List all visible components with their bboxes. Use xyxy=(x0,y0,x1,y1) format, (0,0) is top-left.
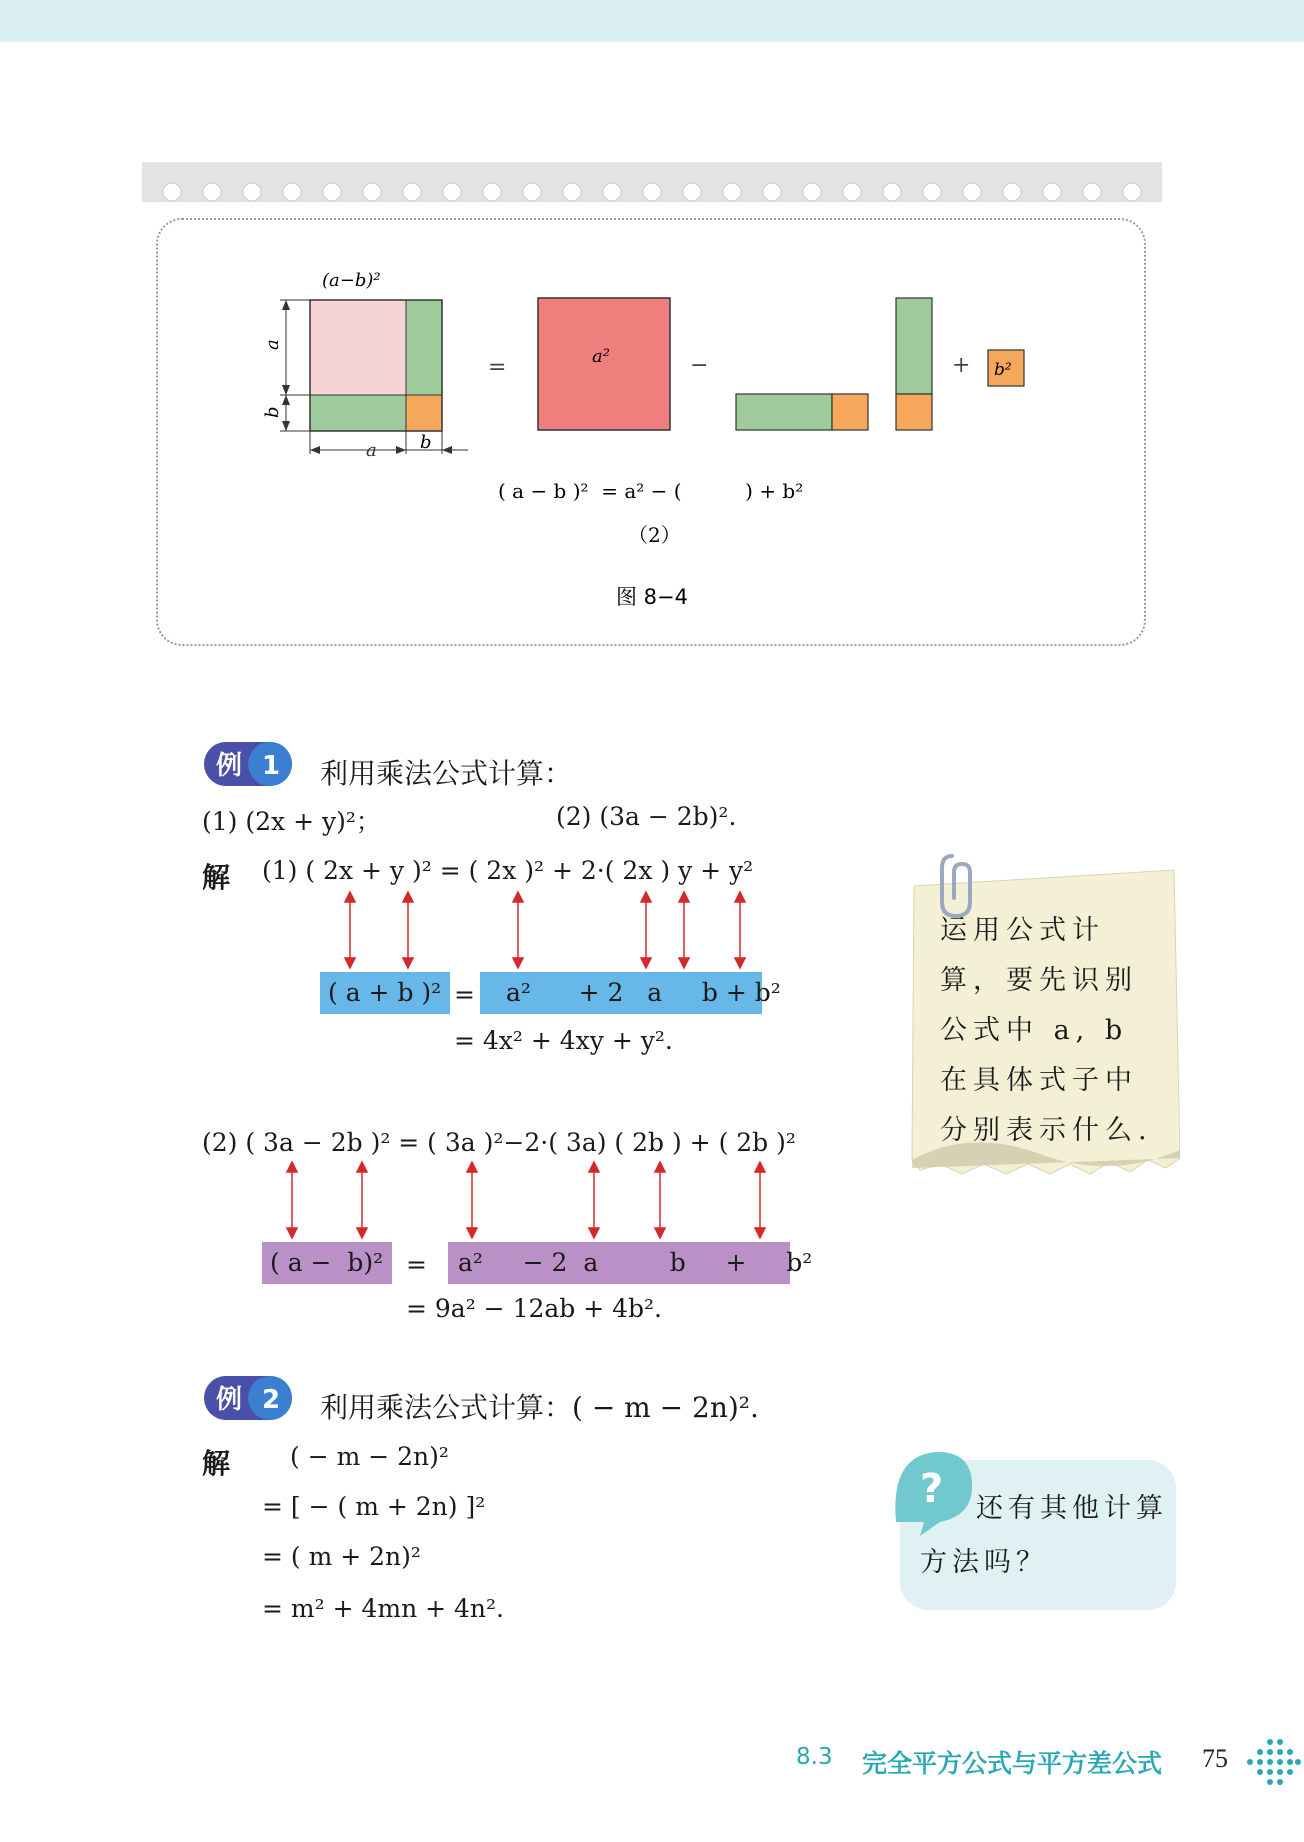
green-horizontal-piece xyxy=(736,394,832,430)
solution-1-line: (1) ( 2x + y )² = ( 2x )² + 2·( 2x ) y + y² xyxy=(262,856,754,885)
figure-8-4 xyxy=(156,218,1146,646)
solution-1-result: = 4x² + 4xy + y². xyxy=(454,1026,673,1055)
svg-text:例: 例 xyxy=(216,1385,243,1415)
question-line-1: 还有其他计算 xyxy=(976,1493,1168,1524)
example-2-line-3: = ( m + 2n)² xyxy=(262,1542,421,1571)
svg-text:例: 例 xyxy=(216,751,243,781)
svg-text:1: 1 xyxy=(262,751,281,781)
example-2-line-4: = m² + 4mn + 4n². xyxy=(262,1594,504,1623)
solution-label-2: 解 xyxy=(202,1447,231,1480)
figure-caption: 图 8−4 xyxy=(616,585,688,609)
svg-text:?: ? xyxy=(920,1466,944,1512)
equals-sign: = xyxy=(488,355,507,380)
green-vertical-piece xyxy=(896,298,932,394)
pattern-2-equals: = xyxy=(406,1250,427,1279)
plus-sign: + xyxy=(952,353,971,378)
page-number: 75 xyxy=(1202,1744,1228,1773)
bubble-shape xyxy=(890,1446,1180,1612)
orange-piece-horizontal xyxy=(832,394,868,430)
figure-sub-label: （2） xyxy=(628,523,681,547)
ruler-holes xyxy=(142,162,1162,202)
green-vertical-strip xyxy=(406,300,442,395)
footer-dot-grid-icon xyxy=(1240,1736,1302,1788)
pattern-1-left: ( a + b )² xyxy=(320,972,450,1014)
pattern-2-right: a² − 2 a b + b² xyxy=(448,1242,790,1284)
pattern-1-right: a² + 2 a b + b² xyxy=(480,972,762,1014)
tip-text: 运用公式计算，要先识别公式中 a, b 在具体式子中分别表示什么. xyxy=(940,915,1153,1146)
label-a-minus-b-squared: (a−b)² xyxy=(322,270,381,291)
pattern-1-equals: = xyxy=(454,980,475,1009)
solution-label-1: 解 xyxy=(202,861,231,894)
example-1-question-1: (1) (2x + y)²； xyxy=(202,807,381,836)
question-bubble xyxy=(890,1446,1180,1612)
example-2-line-1: ( − m − 2n)² xyxy=(290,1442,449,1471)
green-horizontal-strip xyxy=(310,395,406,431)
label-a-horizontal: a xyxy=(366,440,377,461)
notebook-ruler xyxy=(142,162,1162,202)
figure-formula: ( a − b )² = a² − ( ) + b² xyxy=(498,479,804,503)
example-1-question-2: (2) (3a − 2b)². xyxy=(556,802,737,831)
label-b-horizontal: b xyxy=(420,432,432,453)
example-2-badge xyxy=(202,1374,296,1422)
top-band xyxy=(0,0,1304,42)
footer-section-number: 8.3 xyxy=(796,1744,833,1770)
solution-2-line: (2) ( 3a − 2b )² = ( 3a )²−2·( 3a) ( 2b ) + ( 2b )² xyxy=(202,1128,796,1157)
label-a2: a² xyxy=(592,346,610,367)
solution-2-result: = 9a² − 12ab + 4b². xyxy=(406,1294,663,1323)
label-b2: b² xyxy=(994,360,1012,380)
pink-square xyxy=(310,300,406,395)
orange-piece-vertical xyxy=(896,394,932,430)
question-line-2: 方法吗？ xyxy=(920,1547,1048,1578)
pattern-2-left: ( a − b)² xyxy=(262,1242,392,1284)
label-a-vertical: a xyxy=(262,339,283,350)
tip-note xyxy=(910,868,1180,1178)
example-2-line-2: = [ − ( m + 2n) ]² xyxy=(262,1492,486,1521)
svg-text:2: 2 xyxy=(262,1385,281,1415)
example-2-title: 利用乘法公式计算：( − m − 2n)². xyxy=(320,1391,759,1424)
example-1-badge xyxy=(202,740,296,788)
example-1-title: 利用乘法公式计算： xyxy=(320,757,573,790)
minus-sign: − xyxy=(690,353,709,378)
label-b-vertical: b xyxy=(262,406,283,418)
footer-section-title: 完全平方公式与平方差公式 xyxy=(862,1749,1163,1778)
orange-corner xyxy=(406,395,442,431)
